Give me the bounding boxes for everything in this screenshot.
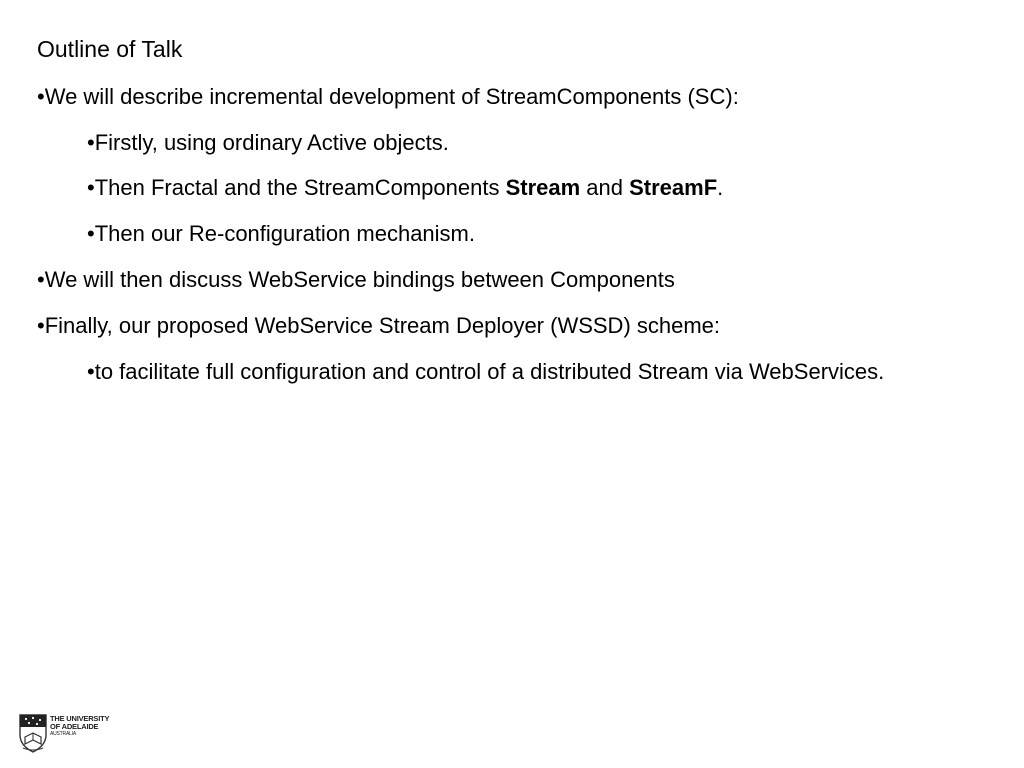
bullet-item-1: •We will describe incremental development of StreamComponents (SC):: [37, 84, 739, 109]
stream-bold-text: Stream: [505, 175, 581, 200]
university-crest-icon: [18, 713, 48, 753]
sub-bullet-item-1: •Firstly, using ordinary Active objects.: [87, 130, 449, 155]
slide-title: Outline of Talk: [37, 36, 183, 62]
sub-bullet-item-2: [87, 173, 723, 203]
logo-line-2: OF ADELAIDE: [50, 722, 99, 731]
university-name: [50, 715, 109, 738]
sub-bullet-text-suffix: .: [717, 175, 724, 200]
bullet-item-2: •We will then discuss WebService bindings between Components: [37, 267, 675, 292]
sub-bullet-text-mid: and: [580, 175, 630, 200]
streamf-bold-text: StreamF: [629, 175, 718, 200]
sub-bullet-item-3: •Then our Re-configuration mechanism.: [87, 221, 475, 246]
bullet-item-3: •Finally, our proposed WebService Stream Deployer (WSSD) scheme:: [37, 313, 721, 338]
sub-bullet-item-4: •to facilitate full configuration and control of a distributed Stream via WebServices.: [87, 359, 885, 384]
logo-line-3: AUSTRALIA: [50, 731, 76, 737]
sub-bullet-text-prefix: •Then Fractal and the StreamComponents: [87, 175, 506, 200]
university-logo: [18, 713, 108, 755]
logo-line-1: THE UNIVERSITY: [50, 714, 110, 723]
